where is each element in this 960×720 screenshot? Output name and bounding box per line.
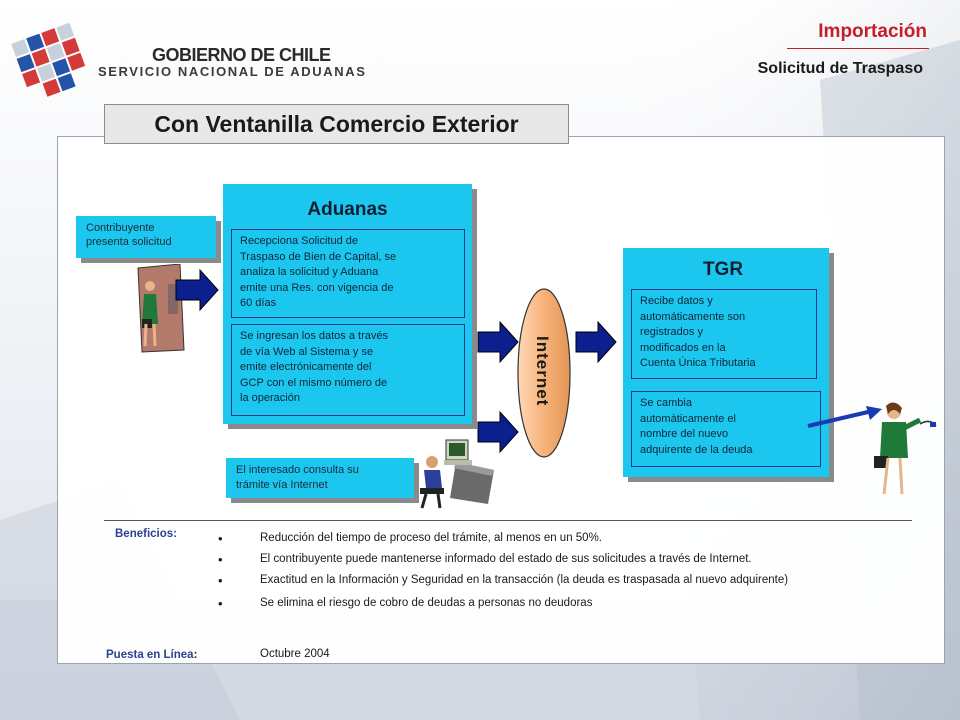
- internet-label: Internet: [533, 335, 552, 407]
- beneficios-label: Beneficios:: [115, 528, 177, 540]
- tgr-step1-line5: Cuenta Única Tributaria: [640, 357, 756, 369]
- aduanas-step1-line5: 60 días: [240, 297, 277, 309]
- adquirente-person-icon: [870, 400, 942, 500]
- tgr-step1-line2: automáticamente son: [640, 310, 746, 323]
- puesta-en-linea-value: Octubre 2004: [260, 648, 330, 660]
- aduanas-step1-line4: emite una Res. con vigencia de: [240, 281, 394, 294]
- beneficios-separator: [104, 520, 912, 521]
- arrow-aduanas-to-internet-2: [478, 412, 518, 452]
- aduanas-step2-line1: Se ingresan los datos a través: [240, 330, 388, 342]
- gobierno-chile-logo: [10, 22, 100, 102]
- aduanas-step2-line2: de vía Web al Sistema y se: [240, 345, 374, 358]
- arrow-to-aduanas: [176, 270, 218, 310]
- aduanas-step2-line5: la operación: [240, 392, 300, 404]
- consulta-note-line2: trámite vía Internet: [236, 479, 328, 491]
- tgr-step1-line4: modificados en la: [640, 341, 726, 354]
- beneficios-list: [218, 528, 918, 610]
- consulta-note: [226, 458, 414, 498]
- aduanas-title: Aduanas: [307, 199, 388, 220]
- aduanas-step1-line2: Traspaso de Bien de Capital, se: [240, 250, 397, 263]
- tgr-step-1: [631, 289, 817, 379]
- puesta-label-text: Puesta en Línea: [106, 649, 194, 661]
- page-title: Con Ventanilla Comercio Exterior: [154, 110, 519, 137]
- arrow-aduanas-to-internet-1: [478, 322, 518, 362]
- contribuyente-note: [76, 216, 216, 258]
- tgr-title: TGR: [702, 259, 744, 280]
- tgr-step-2: [631, 391, 821, 467]
- puesta-label-colon: :: [193, 649, 198, 661]
- beneficio-item: • Exactitud en la Información y Seguridad en la transacción (la deuda es traspasada al nuevo adquirente): [218, 574, 898, 587]
- tgr-step1-line1: Recibe datos y: [640, 295, 713, 307]
- tgr-step2-line3: nombre del nuevo: [640, 428, 729, 440]
- contribuyente-note-line1: Contribuyente: [86, 222, 155, 234]
- arrow-internet-to-tgr: [576, 322, 616, 362]
- section-subtitle: Solicitud de Traspaso: [757, 60, 923, 77]
- consulta-note-line1: El interesado consulta su: [236, 464, 359, 476]
- tgr-step2-line2: automáticamente el: [640, 412, 736, 425]
- tgr-step2-line4: adquirente de la deuda: [640, 443, 753, 456]
- header-divider: [787, 48, 929, 49]
- aduanas-step1-line3: analiza la solicitud y Aduana: [240, 266, 379, 278]
- aduanas-step-2: [231, 324, 465, 416]
- aduanas-step-1: [231, 229, 465, 318]
- aduanas-step2-line4: GCP con el mismo número de: [240, 376, 388, 389]
- page-title-box: [104, 104, 569, 144]
- aduanas-step1-line1: Recepciona Solicitud de: [240, 235, 359, 247]
- tgr-step2-line1: Se cambia: [640, 397, 692, 409]
- puesta-en-linea-label: [106, 649, 197, 661]
- logo-text-gobierno: GOBIERNO DE CHILE: [152, 45, 331, 65]
- internet-label-box: [520, 306, 564, 436]
- logo-text-servicio: SERVICIO NACIONAL DE ADUANAS: [98, 64, 367, 79]
- contribuyente-note-line2: presenta solicitud: [86, 236, 172, 248]
- section-title: Importación: [818, 21, 927, 42]
- aduanas-step2-line3: emite electrónicamente del: [240, 361, 372, 373]
- tgr-step1-line3: registrados y: [640, 326, 703, 338]
- beneficio-item: • Reducción del tiempo de proceso del trámite, al menos en un 50%.: [218, 532, 918, 545]
- beneficio-item: • Se elimina el riesgo de cobro de deudas a personas no deudoras: [218, 597, 918, 610]
- beneficio-item: • El contribuyente puede mantenerse informado del estado de sus solicitudes a través de Internet.: [218, 553, 918, 566]
